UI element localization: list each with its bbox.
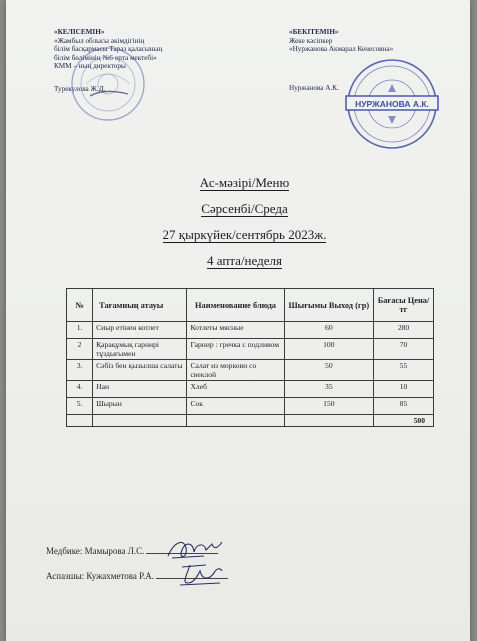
total-empty-cell (284, 415, 373, 427)
row-no: 1. (67, 322, 93, 339)
row-output: 60 (284, 322, 373, 339)
approval-line: КММ – ның директоры (54, 62, 126, 71)
total-empty-cell (67, 415, 93, 427)
signatory-right: Нуржанова А.К. (289, 83, 339, 92)
table-row (67, 322, 434, 339)
signatory-left: Турекулова Ж.Д. (54, 84, 106, 93)
row-name-kz: Нан (93, 381, 187, 398)
table-row (67, 398, 434, 415)
row-name-ru: Гарнир : гречка с подливом (187, 339, 284, 360)
approval-line: «Нуржанова Акмарал Кенесовна» (289, 45, 394, 54)
table-row (67, 381, 434, 398)
row-no: 2 (67, 339, 93, 360)
row-name-ru: Салат из моркови со свеклой (187, 360, 284, 381)
entrepreneur-stamp-icon (342, 56, 442, 152)
menu-table (66, 288, 434, 427)
approval-title-right: «БЕКІТЕМІН» (289, 28, 339, 36)
stamp-label: НУРЖАНОВА А.К. (355, 99, 429, 109)
title-date: 27 қыркүйек/сентябрь 2023ж. (162, 227, 327, 242)
title-block-menu (6, 175, 477, 191)
row-name-kz: Қарақұмық гарнирі тұздығымен (93, 339, 187, 360)
row-name-ru: Сок (187, 398, 284, 415)
row-price: 55 (374, 360, 434, 381)
approval-title-left: «КЕЛІСЕМІН» (54, 28, 105, 36)
total-empty-cell (93, 415, 187, 427)
total-empty-cell (187, 415, 284, 427)
table-row (67, 360, 434, 381)
cook-label: Аспазшы: Кужахметова Р.А. (46, 571, 155, 581)
title-week: 4 апта/неделя (207, 253, 282, 268)
row-name-ru: Котлеты мясные (187, 322, 284, 339)
approval-line: білім бөлімінің №6 орта мектебі» (54, 53, 157, 62)
row-no: 5. (67, 398, 93, 415)
row-no: 4. (67, 381, 93, 398)
school-stamp-icon (68, 44, 148, 124)
row-price: 280 (374, 322, 434, 339)
row-name-kz: Шырын (93, 398, 187, 415)
title-block-date (6, 227, 477, 243)
document-sheet (6, 0, 470, 641)
approval-line: «Жамбыл облысы әкімдігінің (54, 36, 145, 45)
row-price: 85 (374, 398, 434, 415)
col-name-kz-header: Тағамның атауы (93, 289, 187, 322)
nurse-label: Медбике: Мамырова Л.С. (46, 546, 145, 556)
row-output: 35 (284, 381, 373, 398)
row-name-kz: Сәбіз бен қызылша салаты (93, 360, 187, 381)
row-output: 100 (284, 339, 373, 360)
total-row (67, 415, 434, 427)
col-output-header: Шығымы Выход (гр) (284, 289, 373, 322)
table-header-row (67, 289, 434, 322)
row-name-ru: Хлеб (187, 381, 284, 398)
table-row (67, 339, 434, 360)
row-no: 3. (67, 360, 93, 381)
row-output: 150 (284, 398, 373, 415)
approval-line: білім басқармасы Тараз қаласының (54, 45, 163, 54)
title-block-week (6, 253, 477, 269)
title-day: Сәрсенбі/Среда (201, 201, 288, 216)
cook-signature-icon (176, 557, 228, 591)
col-no-header: № (67, 289, 93, 322)
total-price: 500 (374, 415, 434, 427)
row-name-kz: Сиыр етінен котлет (93, 322, 187, 339)
row-price: 10 (374, 381, 434, 398)
row-output: 50 (284, 360, 373, 381)
col-name-ru-header: Наименование блюда (187, 289, 284, 322)
col-price-header: Бағасы Цена/тг (374, 289, 434, 322)
title-block-day (6, 201, 477, 217)
approval-line: Жеке кәсіпкер (289, 36, 333, 45)
row-price: 70 (374, 339, 434, 360)
title-menu: Ас-мәзірі/Меню (199, 175, 290, 190)
